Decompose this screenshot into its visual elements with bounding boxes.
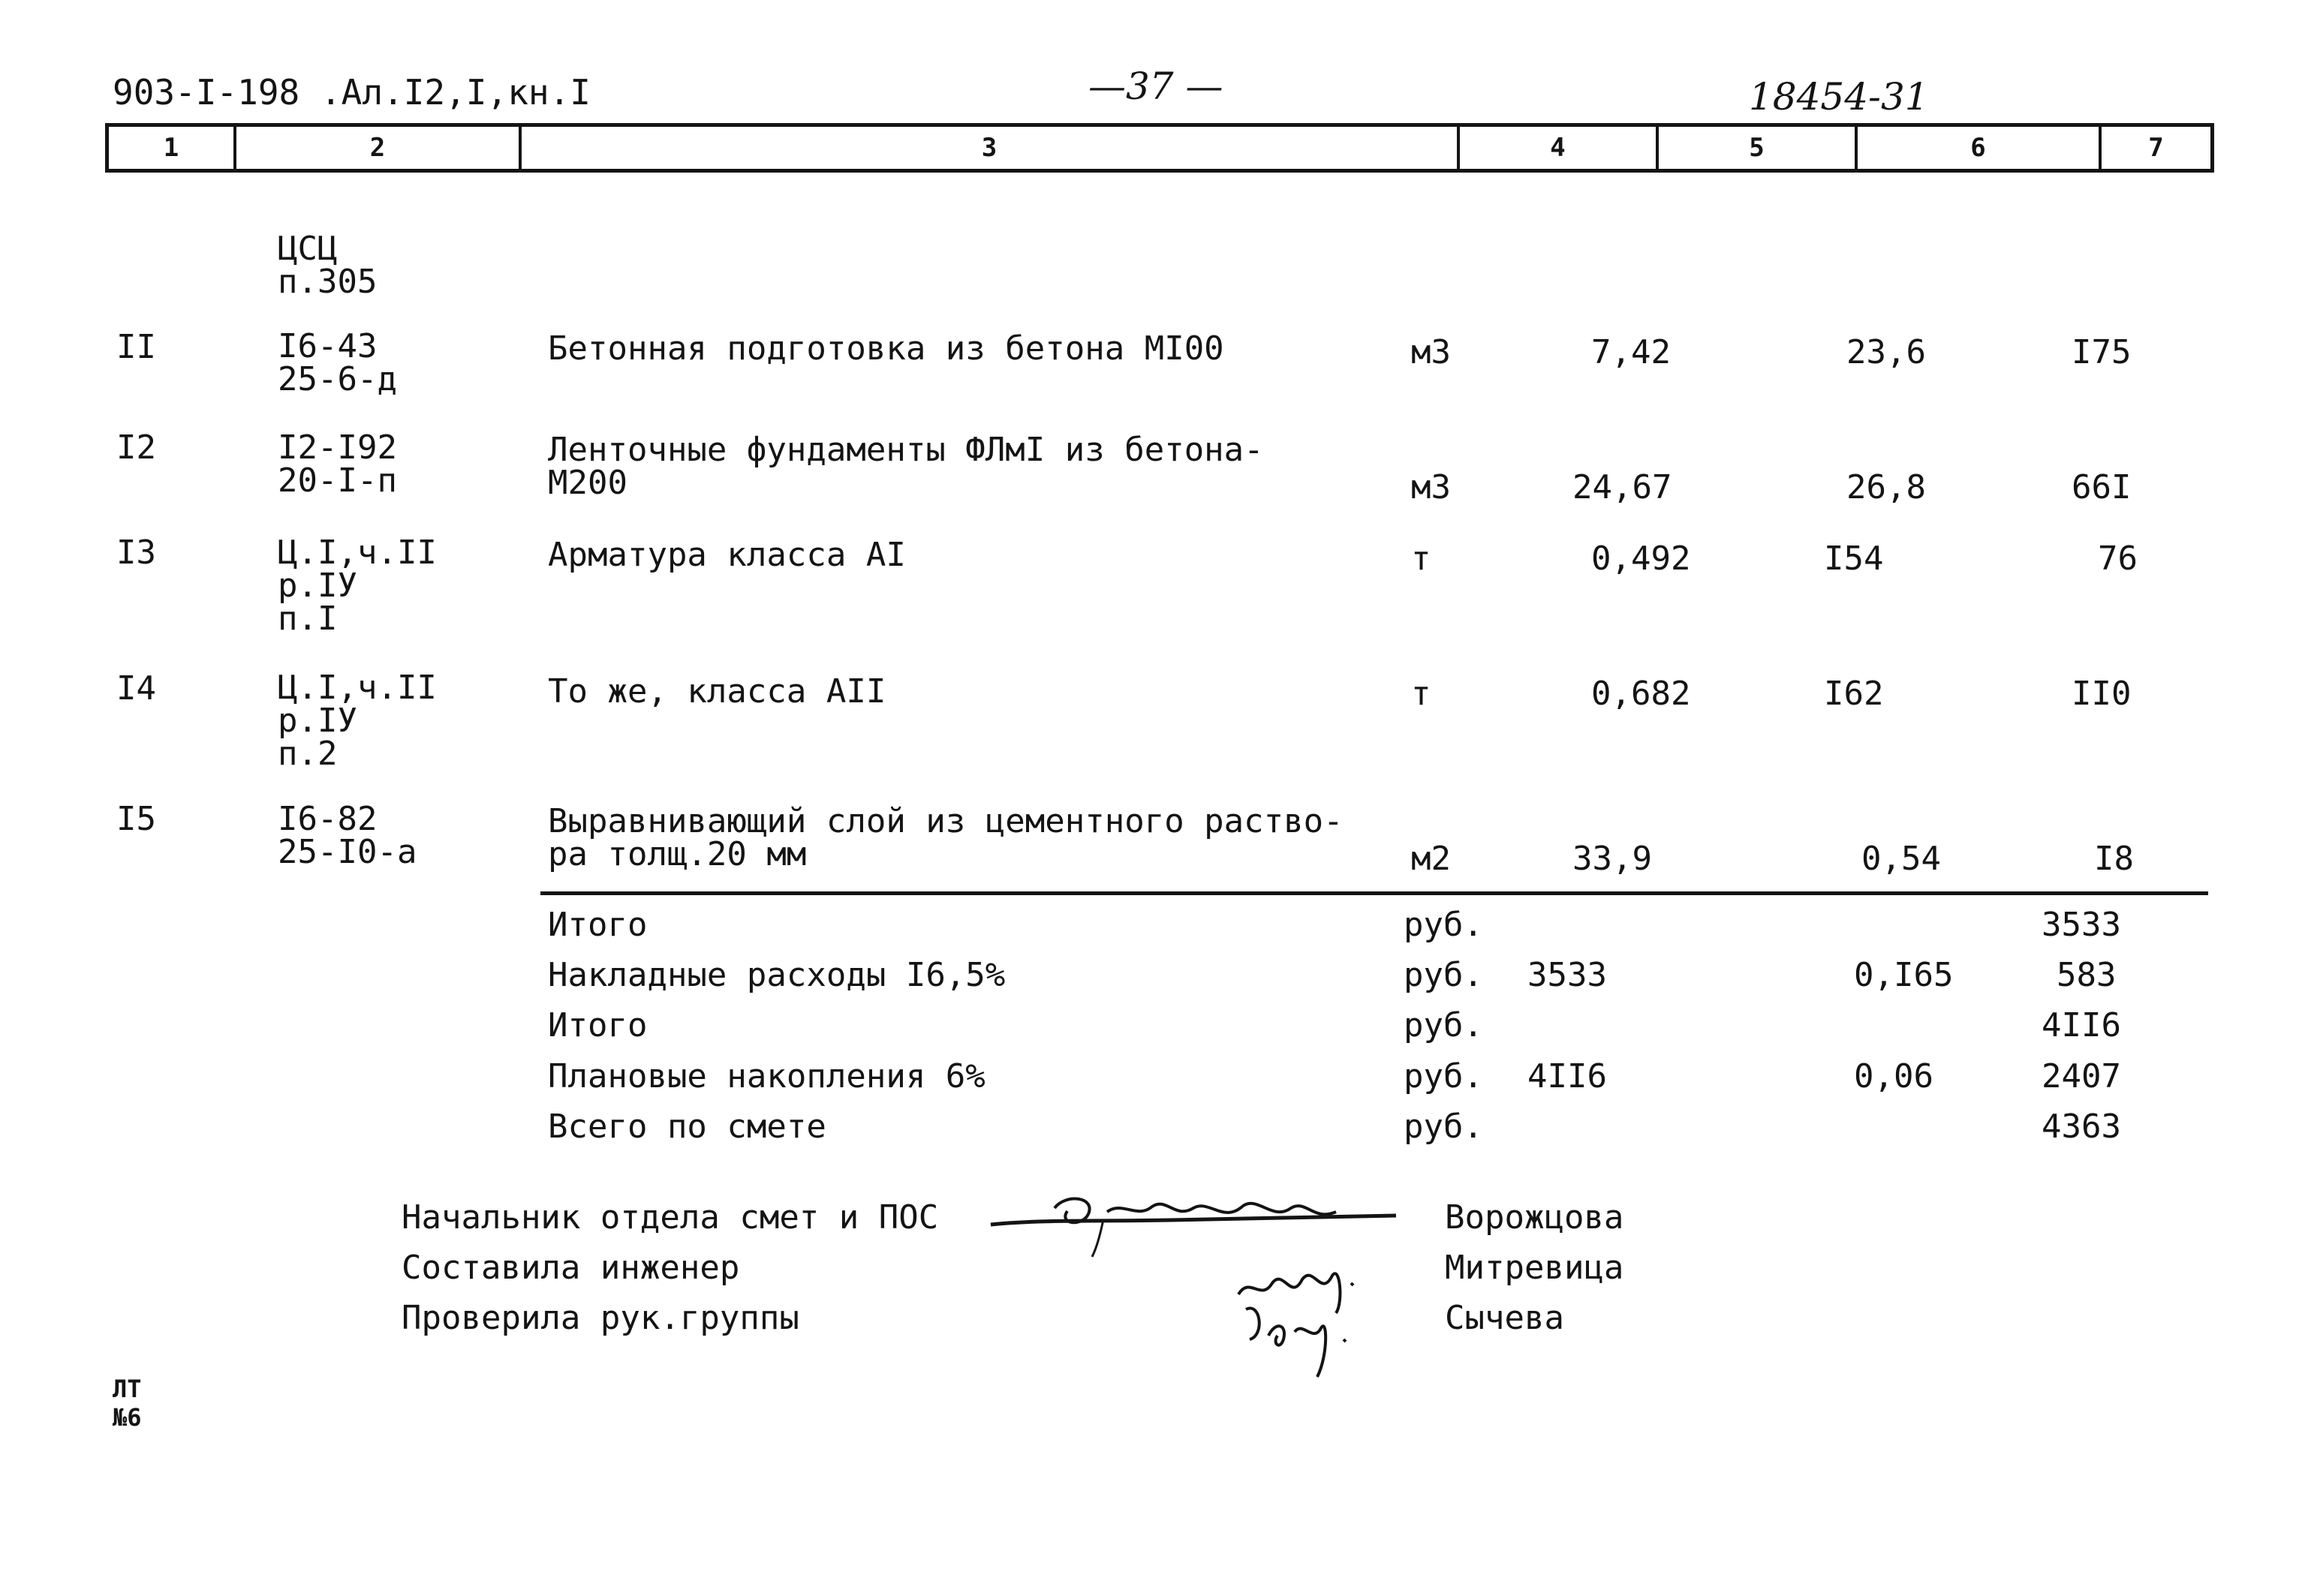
row-unit-price: I54: [1824, 540, 1884, 578]
row-description: Арматура класса АI: [548, 536, 906, 574]
column-header-7: 7: [2148, 133, 2164, 163]
row-number: I4: [116, 669, 156, 708]
row-description: [548, 802, 1344, 873]
row-ref-line: п.2: [278, 735, 338, 773]
row-number: I2: [116, 428, 156, 467]
row-unit-price: 26,8: [1846, 468, 1926, 506]
totals-rate: 0,06: [1854, 1057, 1933, 1096]
row-reference: [278, 327, 397, 398]
row-ref-line: Ц.I,ч.II: [278, 534, 437, 572]
row-quantity: 33,9: [1572, 840, 1652, 878]
row-desc-line: М200: [548, 464, 627, 502]
column-header-6: 6: [1858, 127, 2102, 169]
row-total: I75: [2072, 333, 2132, 371]
row-ref-line: р.IУ: [278, 702, 357, 740]
row-number: I3: [116, 534, 156, 572]
totals-base: 3533: [1527, 956, 1607, 994]
footer-mark: [113, 1375, 142, 1432]
totals-amount: 4II6: [2042, 1006, 2121, 1044]
totals-rate: 0,I65: [1854, 956, 1954, 994]
row-unit-price: I62: [1824, 675, 1884, 713]
row-reference: [278, 428, 397, 500]
row-number: II: [116, 328, 156, 366]
preamble-ref-line: ЦСЦ: [278, 230, 338, 268]
row-ref-line: I2-I92: [278, 428, 397, 467]
row-ref-line: Ц.I,ч.II: [278, 669, 437, 707]
totals-amount: 583: [2057, 956, 2117, 994]
row-quantity: 0,682: [1591, 675, 1691, 713]
column-header-1: 1: [109, 127, 236, 169]
row-unit: м3: [1411, 333, 1451, 371]
row-ref-line: I6-43: [278, 327, 378, 365]
totals-label: Накладные расходы I6,5%: [548, 956, 1006, 994]
handwritten-signature-checker: [1231, 1294, 1359, 1384]
totals-amount: 4363: [2042, 1108, 2121, 1146]
row-unit: м2: [1411, 840, 1451, 878]
row-description: Бетонная подготовка из бетона МI00: [548, 329, 1224, 368]
signature-role: Составила инженер: [402, 1249, 740, 1287]
row-reference: [278, 534, 437, 638]
row-unit: т: [1411, 540, 1431, 578]
row-ref-line: п.I: [278, 600, 338, 638]
totals-label: Итого: [548, 1006, 648, 1044]
column-header-4: 4: [1460, 127, 1659, 169]
column-header-5: 5: [1659, 127, 1858, 169]
row-unit-price: 23,6: [1846, 333, 1926, 371]
totals-label: Всего по смете: [548, 1108, 826, 1146]
row-ref-line: 20-I-п: [278, 461, 397, 500]
signature-role: Проверила рук.группы: [402, 1299, 799, 1337]
totals-unit: руб.: [1404, 1108, 1483, 1146]
row-desc-line: ра толщ.20 мм: [548, 835, 807, 873]
row-reference: [278, 669, 437, 773]
totals-unit: руб.: [1404, 1057, 1483, 1096]
row-number: I5: [116, 800, 156, 838]
row-desc-line: Ленточные фундаменты ФЛмI из бетона-: [548, 431, 1264, 469]
signature-name: Сычева: [1445, 1299, 1564, 1337]
totals-label: Итого: [548, 906, 648, 944]
column-header-2: 2: [236, 127, 522, 169]
preamble-ref-line: п.305: [278, 263, 378, 301]
row-quantity: 24,67: [1572, 468, 1672, 506]
row-ref-line: р.IУ: [278, 567, 357, 605]
totals-unit: руб.: [1404, 906, 1483, 944]
signature-name: Митревица: [1445, 1249, 1624, 1287]
row-desc-line: Выравнивающий слой из цементного раство-: [548, 802, 1344, 840]
signature-name: Ворожцова: [1445, 1198, 1624, 1237]
totals-amount: 3533: [2042, 906, 2121, 944]
row-unit: т: [1411, 675, 1431, 713]
totals-divider: [540, 891, 2208, 895]
footer-mark-line: №6: [113, 1403, 142, 1432]
row-description: То же, класса АII: [548, 672, 886, 711]
row-total: I8: [2094, 840, 2134, 878]
row-unit-price: 0,54: [1861, 840, 1941, 878]
totals-unit: руб.: [1404, 1006, 1483, 1044]
archive-number: 18454-31: [1749, 75, 1929, 119]
row-reference: [278, 800, 417, 871]
row-description: [548, 431, 1264, 502]
signature-role: Начальник отдела смет и ПОС: [402, 1198, 939, 1237]
totals-base: 4II6: [1527, 1057, 1607, 1096]
row-quantity: 0,492: [1591, 540, 1691, 578]
totals-label: Плановые накопления 6%: [548, 1057, 985, 1096]
row-ref-line: 25-I0-а: [278, 833, 417, 871]
totals-unit: руб.: [1404, 956, 1483, 994]
handwritten-signature-head: [983, 1178, 1404, 1261]
footer-mark-line: ЛТ: [113, 1375, 142, 1403]
column-header-row: [105, 123, 2214, 173]
row-quantity: 7,42: [1591, 333, 1671, 371]
row-total: II0: [2072, 675, 2132, 713]
column-header-3: 3: [522, 127, 1460, 169]
page-number: —37 —: [1088, 65, 1223, 108]
row-total: 66I: [2072, 468, 2132, 506]
row-unit: м3: [1411, 468, 1451, 506]
document-code: 903-I-198 .Ал.I2,I,кн.I: [113, 72, 591, 113]
preamble-reference: [278, 230, 378, 301]
row-ref-line: 25-6-д: [278, 360, 397, 398]
row-total: 76: [2098, 540, 2138, 578]
totals-amount: 2407: [2042, 1057, 2121, 1096]
row-ref-line: I6-82: [278, 800, 378, 838]
